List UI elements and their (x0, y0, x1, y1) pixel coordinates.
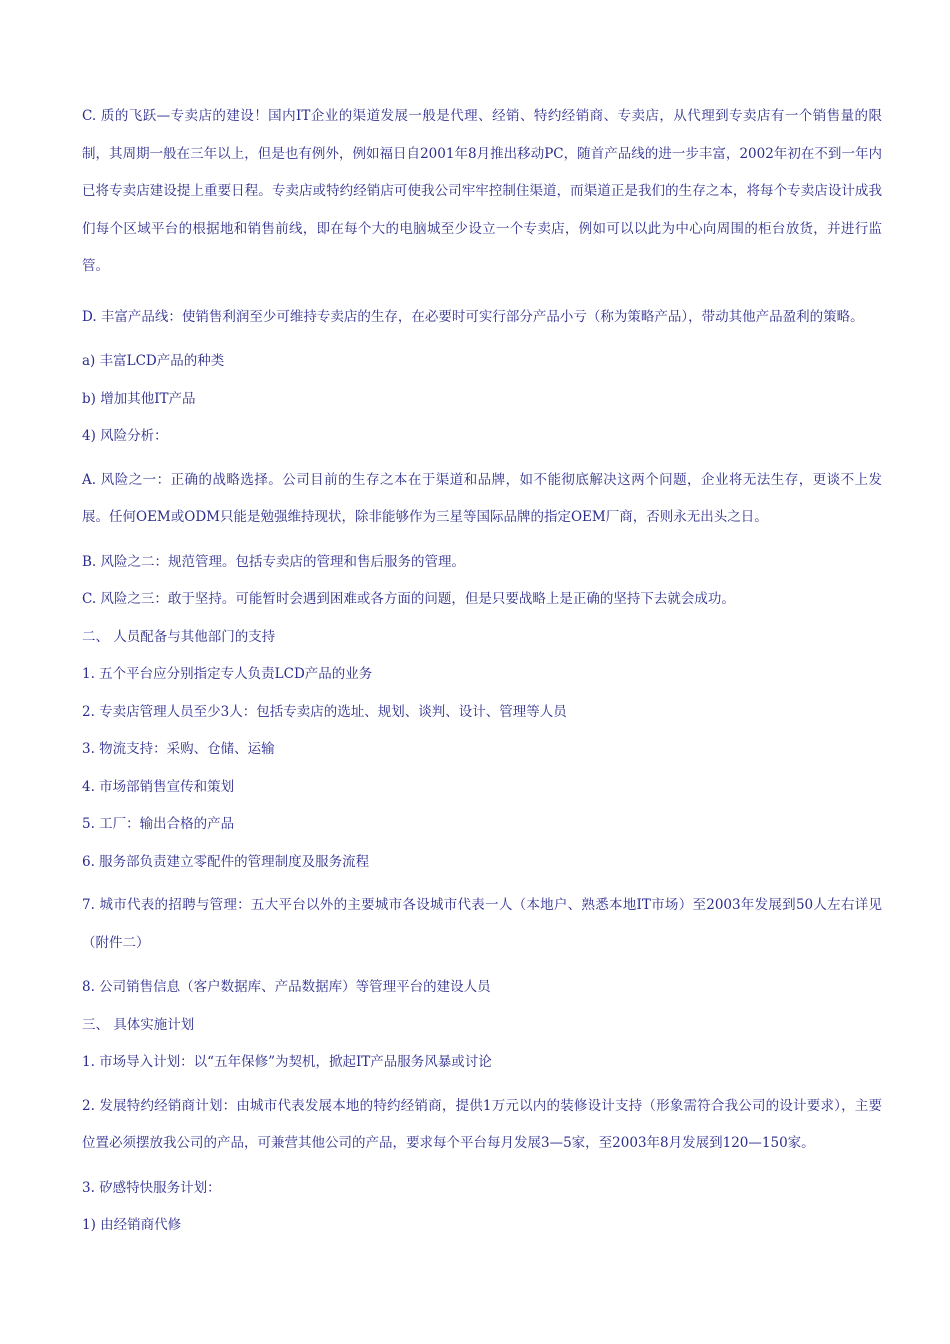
list-item-plan-1: 1. 市场导入计划：以“五年保修”为契机，掀起IT产品服务风暴或讨论 (82, 1054, 492, 1070)
paragraph-specialty-store: C. 质的飞跃—专卖店的建设！国内IT企业的渠道发展一般是代理、经销、特约经销商、专卖店，从代理到专卖店有一个销售量的限制，其周期一般在三年以上，但是也有例外，例如福日自2001年8月推出移动PC，随首产品线的进一步丰富，2002年初在不到一年内已将专卖店建设提上重要日程。专卖店或特约经销店可使我公司牢牢控制住渠道，而渠道正是我们的生存之本，将每个专卖店设计成我们每个区域平台的根据地和销售前线，即在每个大的电脑城至少设立一个专卖店，例如可以以此为中心向周围的柜台放货，并进行监管。 (82, 108, 882, 274)
list-item-plan-3: 3. 矽感特快服务计划： (82, 1179, 221, 1196)
list-item-plan-3-sub-1: 1) 由经销商代修 (82, 1217, 182, 1233)
list-item-staff-2: 2. 专卖店管理人员至少3人：包括专卖店的选址、规划、谈判、设计、管理等人员 (82, 703, 567, 720)
paragraph-risk-two: B. 风险之二：规范管理。包括专卖店的管理和售后服务的管理。 (82, 553, 466, 570)
list-item-plan-2: 2. 发展特约经销商计划：由城市代表发展本地的特约经销商，提供1万元以内的装修设计支持（形象需符合我公司的设计要求），主要位置必须摆放我公司的产品，可兼营其他公司的产品，要求每个平台每月发展3—5家，至2003年8月发展到120—150家。 (82, 1097, 882, 1151)
paragraph-risk-three: C. 风险之三：敢于坚持。可能暂时会遇到困难或各方面的问题，但是只要战略上是正确的坚持下去就会成功。 (82, 591, 735, 607)
document-page (82, 98, 882, 1251)
list-item-staff-1: 1. 五个平台应分别指定专人负责LCD产品的业务 (82, 666, 373, 682)
list-item-staff-7: 7. 城市代表的招聘与管理：五大平台以外的主要城市各设城市代表一人（本地户、熟悉本地IT市场）至2003年发展到50人左右详见（附件二） (82, 897, 882, 951)
list-item-staff-6: 6. 服务部负责建立零配件的管理制度及服务流程 (82, 853, 370, 870)
list-item-staff-3: 3. 物流支持：采购、仓储、运输 (82, 741, 275, 757)
heading-risk-analysis: 4) 风险分析： (82, 428, 168, 444)
section-heading-implementation: 三、 具体实施计划 (82, 1016, 195, 1033)
list-item-other-it: b) 增加其他IT产品 (82, 390, 196, 407)
list-item-staff-8: 8. 公司销售信息（客户数据库、产品数据库）等管理平台的建设人员 (82, 979, 491, 995)
paragraph-risk-one: A. 风险之一：正确的战略选择。公司目前的生存之本在于渠道和品牌，如不能彻底解决这两个问题，企业将无法生存，更谈不上发展。任何OEM或ODM只能是勉强维持现状，除非能够作为三星等国际品牌的指定OEM厂商，否则永无出头之日。 (82, 471, 882, 525)
paragraph-product-line: D. 丰富产品线：使销售利润至少可维持专卖店的生存，在必要时可实行部分产品小亏（称为策略产品），带动其他产品盈利的策略。 (82, 308, 864, 325)
section-heading-staffing: 二、 人员配备与其他部门的支持 (82, 628, 276, 645)
list-item-staff-4: 4. 市场部销售宣传和策划 (82, 778, 235, 795)
list-item-lcd-types: a) 丰富LCD产品的种类 (82, 353, 225, 369)
list-item-staff-5: 5. 工厂：输出合格的产品 (82, 816, 235, 832)
